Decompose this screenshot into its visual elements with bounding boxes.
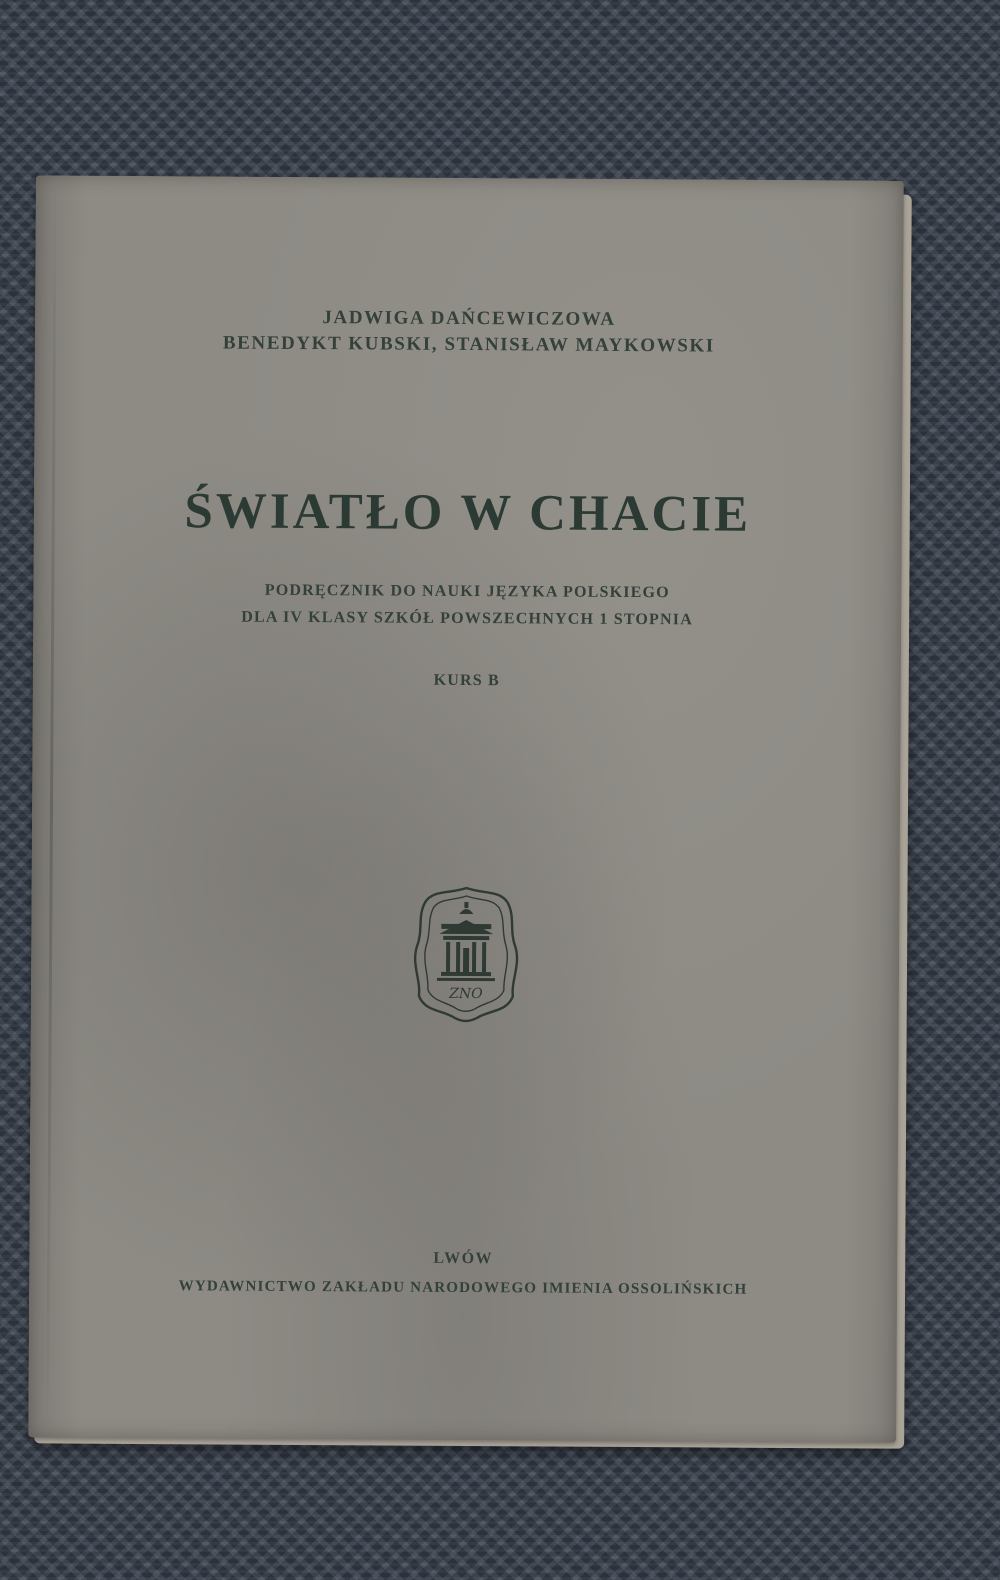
emblem-monogram: ZNO [449, 985, 483, 1003]
ossolineum-building-emblem-icon [411, 884, 522, 1025]
book-cover [28, 175, 904, 1442]
subtitle-line: PODRĘCZNIK DO NAUKI JĘZYKA POLSKIEGO [264, 581, 670, 602]
authors [35, 303, 903, 360]
course-label: KURS B [433, 671, 500, 690]
subtitle [33, 575, 901, 634]
subtitle-line: DLA IV KLASY SZKÓŁ POWSZECHNYCH 1 STOPNIA [241, 608, 694, 629]
book-title: ŚWIATŁO W CHACIE [184, 483, 752, 543]
author-line: JADWIGA DAŃCEWICZOWA [322, 307, 616, 330]
author-line: BENEDYKT KUBSKI, STANISŁAW MAYKOWSKI [222, 332, 715, 357]
book [28, 175, 904, 1442]
publisher-name: WYDAWNICTWO ZAKŁADU NARODOWEGO IMIENIA OSSOLIŃSKICH [178, 1278, 748, 1298]
publication-city: LWÓW [433, 1249, 494, 1268]
